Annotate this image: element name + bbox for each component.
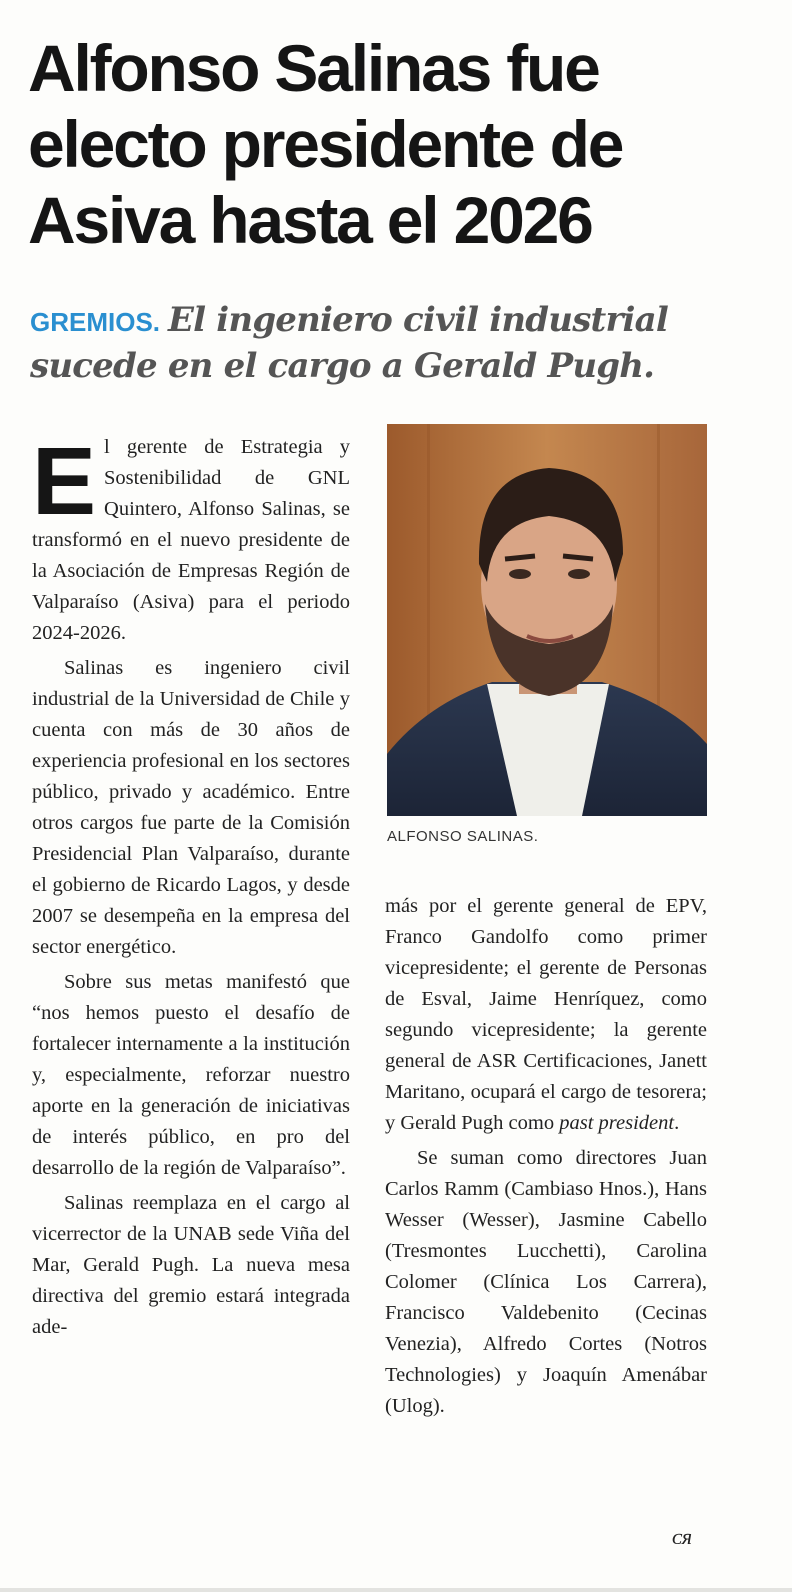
drop-cap: E — [32, 428, 97, 535]
paragraph-5-text: más por el gerente general de EPV, Franco Gandolfo como primer vicepresidente; el gerente de Personas de Esval, Jaime Henríquez, como segundo vicepresidente; la gerente general de ASR Certificaciones, Janett Maritano, ocupará el cargo de tesorera; y Gerald Pugh como — [385, 895, 707, 1134]
deck-text: El ingeniero civil industrial sucede en el cargo a Gerald Pugh. — [30, 300, 669, 386]
paragraph-5-end: . — [674, 1112, 680, 1134]
article-paragraph-2: Salinas es ingeniero civil industrial de la Universidad de Chile y cuenta con más de 30 años de experiencia profesional en los sectores público, privado y académico. Entre otros cargos fue parte de la Comisión Presidencial Plan Valparaíso, durante el gobierno de Ricardo Lagos, y desde 2007 se desempeña en la empresa del sector energético. — [32, 657, 350, 958]
headline-line-3: Asiva hasta el 2026 — [28, 183, 592, 257]
headline-line-2: electo presidente de — [28, 107, 623, 181]
portrait-photo — [387, 424, 707, 816]
article-column-left — [32, 428, 350, 1343]
kicker: GREMIOS. — [30, 307, 161, 337]
headline-line-1: Alfonso Salinas fue — [28, 31, 599, 105]
end-mark: ᴄᴙ — [672, 1524, 693, 1549]
portrait-illustration — [387, 424, 707, 816]
article-paragraph-1 — [32, 428, 350, 649]
deck — [30, 298, 770, 388]
bottom-rule — [0, 1588, 792, 1592]
headline — [28, 30, 768, 258]
photo-caption: ALFONSO SALINAS. — [387, 828, 539, 845]
article-paragraph-5 — [385, 891, 707, 1139]
article-paragraph-6: Se suman como directores Juan Carlos Ramm (Cambiaso Hnos.), Hans Wesser (Wesser), Jasmine Cabello (Tresmontes Lucchetti), Carolina Colomer (Clínica Los Carrera), Francisco Valdebenito (Cecinas Venezia), Alfredo Cortes (Notros Technologies) y Joaquín Amenábar (Ulog). — [385, 1147, 707, 1417]
article-paragraph-3: Sobre sus metas manifestó que “nos hemos puesto el desafío de fortalecer internamente a la institución y, especialmente, reforzar nuestro aporte en la generación de iniciativas de interés público, en pro del desarrollo de la región de Valparaíso”. — [32, 971, 350, 1179]
paragraph-1-text: l gerente de Estrategia y Sostenibilidad de GNL Quintero, Alfonso Salinas, se transformó en el nuevo presidente de la Asociación de Empresas Región de Valparaíso (Asiva) para el periodo 2024-2026. — [32, 436, 350, 644]
past-president-term: past president — [559, 1112, 675, 1134]
article-column-right — [385, 891, 707, 1422]
article-paragraph-4: Salinas reemplaza en el cargo al vicerrector de la UNAB sede Viña del Mar, Gerald Pugh. La nueva mesa directiva del gremio estará integrada ade- — [32, 1192, 350, 1338]
